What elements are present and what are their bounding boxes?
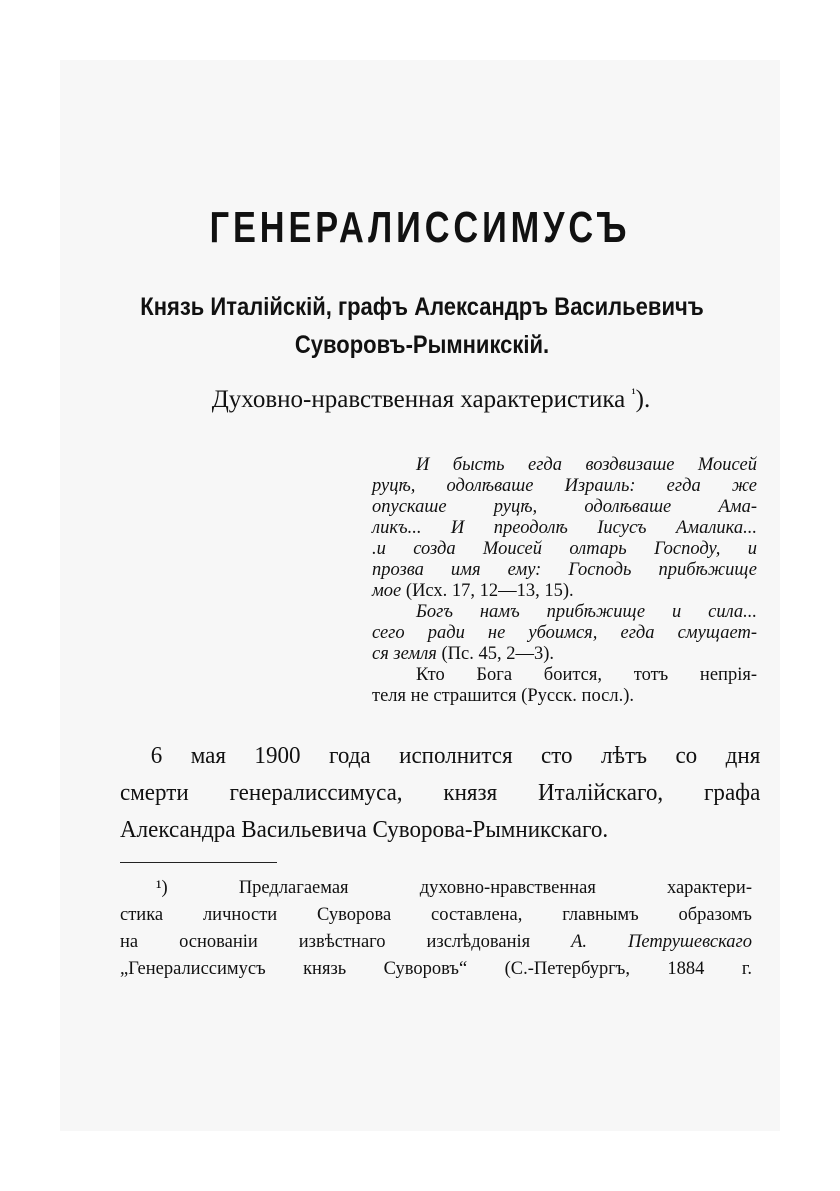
epigraph-line: Кто Бога боится, тотъ непрія- — [416, 665, 757, 685]
epigraph-line: сего ради не убоимся, егда смущает- — [372, 623, 757, 643]
epigraph-line: руцѣ, одолѣваше Израиль: егда же — [372, 476, 757, 496]
epigraph-line: опускаше руцѣ, одолѣваше Ама- — [372, 497, 757, 517]
epigraph-line: И бысть егда воздвизаше Моисей — [416, 455, 757, 475]
epigraph-line: Богъ намъ прибѣжище и сила... — [416, 602, 757, 622]
footnote-divider — [120, 862, 277, 863]
epigraph-line: мое (Исх. 17, 12—13, 15). — [372, 581, 574, 601]
subtitle — [52, 288, 791, 364]
section-heading — [0, 384, 840, 416]
epigraph — [372, 455, 757, 707]
epigraph-line: ликъ... И преодолѣ Іисусъ Амалика... — [372, 518, 757, 538]
footnote-line: стика личности Суворова составлена, главнымъ образомъ — [120, 905, 752, 925]
footnote-ref-mark: ¹ — [631, 387, 636, 402]
main-paragraph — [120, 738, 760, 849]
footnote-line: на основаніи извѣстнаго изслѣдованія А. Петрушевскаго — [120, 932, 752, 952]
heading-text: Духовно-нравственная характеристика — [211, 386, 626, 413]
page-title: ГЕНЕРАЛИССИМУСЪ — [209, 203, 631, 252]
subtitle-line-1: Князь Италійскій, графъ Александръ Васильевичъ — [140, 293, 704, 321]
heading-tail: ). — [635, 386, 651, 413]
epigraph-line: ся земля (Пс. 45, 2—3). — [372, 644, 555, 664]
paragraph-line: 6 мая 1900 года исполнится сто лѣтъ со дня — [150, 743, 761, 769]
epigraph-line: теля не страшится (Русск. посл.). — [372, 686, 635, 706]
subtitle-line-2: Суворовъ-Рымникскій. — [294, 331, 550, 359]
footnote — [120, 875, 752, 983]
paragraph-line: смерти генералиссимуса, князя Италійскаго, графа — [120, 780, 761, 806]
paragraph-line: Александра Васильевича Суворова-Рымникскаго. — [120, 817, 609, 843]
author-name: А. Петрушевскаго — [571, 932, 752, 952]
epigraph-reference: (Исх. 17, 12—13, 15). — [401, 581, 574, 601]
epigraph-line: прозва имя ему: Господь прибѣжище — [372, 560, 757, 580]
footnote-line: „Генералиссимусъ князь Суворовъ“ (С.-Петербургъ, 1884 г. — [120, 959, 752, 979]
epigraph-line: .и созда Моисей олтарь Господу, и — [372, 539, 757, 559]
epigraph-reference: (Пс. 45, 2—3). — [436, 644, 555, 664]
footnote-line: ¹) Предлагаемая духовно-нравственная характери- — [156, 878, 752, 898]
